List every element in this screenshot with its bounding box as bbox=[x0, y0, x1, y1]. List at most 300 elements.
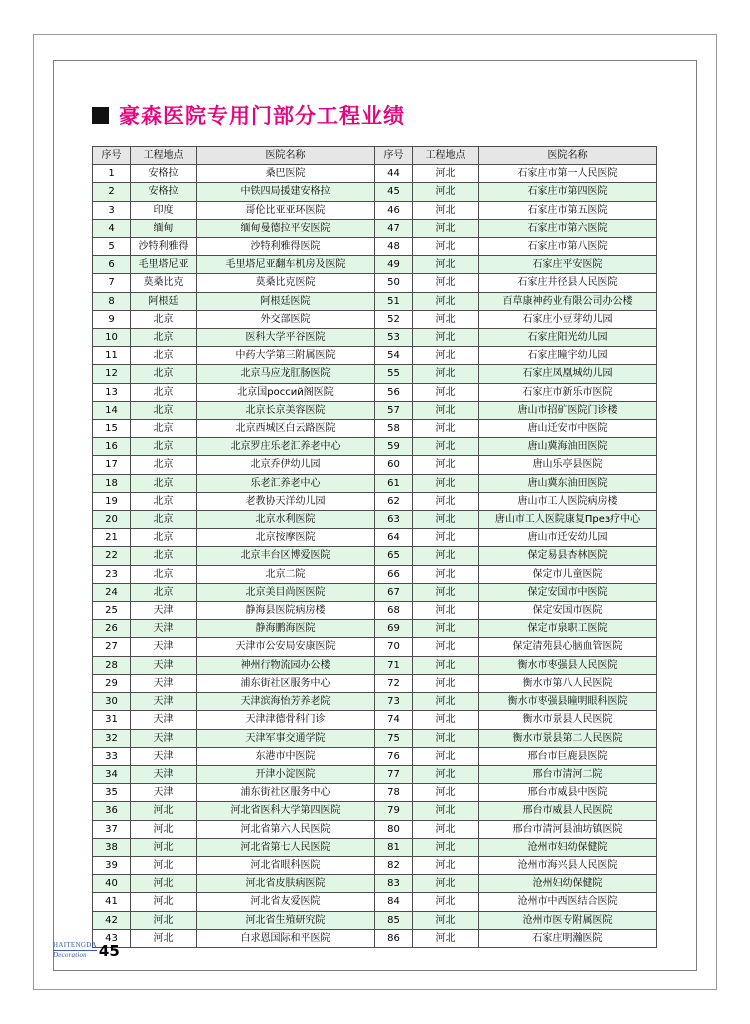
cell-hospital-right: 石家庄市第八医院 bbox=[479, 238, 657, 256]
table-row bbox=[93, 365, 657, 383]
cell-location-right: 河北 bbox=[413, 529, 479, 547]
cell-seq-left: 37 bbox=[93, 820, 131, 838]
cell-seq-right: 82 bbox=[375, 856, 413, 874]
cell-seq-right: 83 bbox=[375, 875, 413, 893]
table-row bbox=[93, 856, 657, 874]
table-row bbox=[93, 583, 657, 601]
cell-hospital-left: 北京马应龙肛肠医院 bbox=[197, 365, 375, 383]
cell-location-right: 河北 bbox=[413, 492, 479, 510]
cell-location-right: 河北 bbox=[413, 565, 479, 583]
cell-location-left: 河北 bbox=[131, 802, 197, 820]
cell-location-right: 河北 bbox=[413, 420, 479, 438]
cell-hospital-right: 石家庄瞳宇幼儿园 bbox=[479, 347, 657, 365]
cell-location-right: 河北 bbox=[413, 784, 479, 802]
table-row bbox=[93, 474, 657, 492]
cell-location-right: 河北 bbox=[413, 365, 479, 383]
cell-location-left: 天津 bbox=[131, 765, 197, 783]
cell-seq-left: 26 bbox=[93, 620, 131, 638]
cell-hospital-left: 浦东街社区服务中心 bbox=[197, 674, 375, 692]
table-row bbox=[93, 492, 657, 510]
cell-location-right: 河北 bbox=[413, 329, 479, 347]
cell-location-left: 北京 bbox=[131, 420, 197, 438]
cell-seq-left: 14 bbox=[93, 401, 131, 419]
cell-seq-right: 85 bbox=[375, 911, 413, 929]
cell-seq-left: 24 bbox=[93, 583, 131, 601]
cell-hospital-right: 衡水市枣强县人民医院 bbox=[479, 656, 657, 674]
table-row bbox=[93, 620, 657, 638]
cell-hospital-left: 北京美目尚医医院 bbox=[197, 583, 375, 601]
table-row bbox=[93, 438, 657, 456]
projects-table bbox=[92, 146, 657, 948]
cell-location-right: 河北 bbox=[413, 856, 479, 874]
cell-hospital-left: 天津津德骨科门诊 bbox=[197, 711, 375, 729]
company-logo-line1: HAITENGDA bbox=[53, 941, 97, 949]
cell-hospital-left: 北京二院 bbox=[197, 565, 375, 583]
cell-location-right: 河北 bbox=[413, 511, 479, 529]
cell-location-right: 河北 bbox=[413, 765, 479, 783]
cell-location-left: 北京 bbox=[131, 565, 197, 583]
cell-hospital-right: 唐山冀海油田医院 bbox=[479, 438, 657, 456]
cell-hospital-left: 天津军事交通学院 bbox=[197, 729, 375, 747]
table-row bbox=[93, 820, 657, 838]
table-row bbox=[93, 729, 657, 747]
table-row bbox=[93, 383, 657, 401]
cell-location-left: 天津 bbox=[131, 693, 197, 711]
cell-hospital-right: 石家庄阳光幼儿园 bbox=[479, 329, 657, 347]
cell-hospital-right: 衡水市枣强县瞳明眼科医院 bbox=[479, 693, 657, 711]
cell-seq-right: 69 bbox=[375, 620, 413, 638]
cell-seq-right: 75 bbox=[375, 729, 413, 747]
cell-location-left: 天津 bbox=[131, 620, 197, 638]
cell-hospital-right: 石家庄市第六医院 bbox=[479, 219, 657, 237]
table-row bbox=[93, 238, 657, 256]
cell-location-left: 北京 bbox=[131, 547, 197, 565]
cell-location-right: 河北 bbox=[413, 729, 479, 747]
cell-location-right: 河北 bbox=[413, 310, 479, 328]
cell-location-left: 北京 bbox=[131, 383, 197, 401]
cell-seq-right: 63 bbox=[375, 511, 413, 529]
cell-seq-left: 29 bbox=[93, 674, 131, 692]
cell-seq-left: 43 bbox=[93, 929, 131, 947]
cell-hospital-left: 北京乔伊幼儿园 bbox=[197, 456, 375, 474]
cell-hospital-right: 衡水市景县人民医院 bbox=[479, 711, 657, 729]
cell-hospital-left: 天津市公安局安康医院 bbox=[197, 638, 375, 656]
cell-seq-right: 59 bbox=[375, 438, 413, 456]
cell-hospital-right: 石家庄市新乐市医院 bbox=[479, 383, 657, 401]
cell-seq-left: 23 bbox=[93, 565, 131, 583]
cell-seq-left: 25 bbox=[93, 602, 131, 620]
cell-hospital-left: 中药大学第三附属医院 bbox=[197, 347, 375, 365]
cell-seq-right: 46 bbox=[375, 201, 413, 219]
cell-location-right: 河北 bbox=[413, 292, 479, 310]
cell-location-right: 河北 bbox=[413, 602, 479, 620]
cell-location-right: 河北 bbox=[413, 238, 479, 256]
cell-hospital-right: 石家庄市第四医院 bbox=[479, 183, 657, 201]
cell-hospital-right: 邢台市威县人民医院 bbox=[479, 802, 657, 820]
cell-seq-left: 34 bbox=[93, 765, 131, 783]
table-row bbox=[93, 401, 657, 419]
cell-location-left: 安格拉 bbox=[131, 165, 197, 183]
cell-seq-right: 61 bbox=[375, 474, 413, 492]
cell-hospital-right: 唐山市工人医院康复През疗中心 bbox=[479, 511, 657, 529]
cell-seq-left: 8 bbox=[93, 292, 131, 310]
cell-hospital-left: 北京按摩医院 bbox=[197, 529, 375, 547]
cell-hospital-left: 静海鹏海医院 bbox=[197, 620, 375, 638]
table-row bbox=[93, 165, 657, 183]
cell-hospital-right: 衡水市景县第二人民医院 bbox=[479, 729, 657, 747]
cell-seq-right: 45 bbox=[375, 183, 413, 201]
cell-seq-right: 77 bbox=[375, 765, 413, 783]
table-row bbox=[93, 674, 657, 692]
cell-seq-right: 64 bbox=[375, 529, 413, 547]
cell-location-left: 天津 bbox=[131, 729, 197, 747]
cell-seq-right: 74 bbox=[375, 711, 413, 729]
cell-hospital-left: 沙特利雅得医院 bbox=[197, 238, 375, 256]
table-row bbox=[93, 183, 657, 201]
cell-location-right: 河北 bbox=[413, 583, 479, 601]
table-row bbox=[93, 929, 657, 947]
cell-location-left: 天津 bbox=[131, 602, 197, 620]
cell-seq-right: 52 bbox=[375, 310, 413, 328]
cell-seq-right: 54 bbox=[375, 347, 413, 365]
cell-seq-right: 48 bbox=[375, 238, 413, 256]
cell-location-left: 北京 bbox=[131, 401, 197, 419]
cell-location-right: 河北 bbox=[413, 802, 479, 820]
cell-seq-left: 41 bbox=[93, 893, 131, 911]
cell-hospital-left: 河北省友爱医院 bbox=[197, 893, 375, 911]
table-row bbox=[93, 911, 657, 929]
table-row bbox=[93, 219, 657, 237]
table-row bbox=[93, 456, 657, 474]
cell-seq-left: 3 bbox=[93, 201, 131, 219]
cell-location-left: 安格拉 bbox=[131, 183, 197, 201]
table-row bbox=[93, 784, 657, 802]
cell-seq-left: 4 bbox=[93, 219, 131, 237]
cell-seq-right: 50 bbox=[375, 274, 413, 292]
cell-hospital-left: 开津小淀医院 bbox=[197, 765, 375, 783]
cell-hospital-right: 石家庄井径县人民医院 bbox=[479, 274, 657, 292]
cell-hospital-left: 河北省眼科医院 bbox=[197, 856, 375, 874]
cell-seq-left: 17 bbox=[93, 456, 131, 474]
cell-seq-left: 39 bbox=[93, 856, 131, 874]
cell-seq-left: 27 bbox=[93, 638, 131, 656]
cell-seq-left: 11 bbox=[93, 347, 131, 365]
cell-seq-right: 55 bbox=[375, 365, 413, 383]
cell-location-right: 河北 bbox=[413, 219, 479, 237]
cell-seq-left: 16 bbox=[93, 438, 131, 456]
cell-location-right: 河北 bbox=[413, 201, 479, 219]
table-row bbox=[93, 529, 657, 547]
cell-hospital-right: 石家庄平安医院 bbox=[479, 256, 657, 274]
cell-location-left: 天津 bbox=[131, 784, 197, 802]
cell-location-left: 天津 bbox=[131, 711, 197, 729]
cell-location-right: 河北 bbox=[413, 383, 479, 401]
company-logo bbox=[53, 941, 97, 959]
cell-hospital-left: 北京长京美容医院 bbox=[197, 401, 375, 419]
cell-seq-right: 65 bbox=[375, 547, 413, 565]
cell-hospital-left: 河北省医科大学第四医院 bbox=[197, 802, 375, 820]
col-header-seq-right: 序号 bbox=[375, 147, 413, 165]
cell-location-right: 河北 bbox=[413, 165, 479, 183]
cell-hospital-left: 北京国россий阁医院 bbox=[197, 383, 375, 401]
table-row bbox=[93, 802, 657, 820]
cell-hospital-left: 阿根廷医院 bbox=[197, 292, 375, 310]
cell-hospital-left: 河北省皮肤病医院 bbox=[197, 875, 375, 893]
cell-hospital-left: 外交部医院 bbox=[197, 310, 375, 328]
cell-hospital-right: 邢台市威县中医院 bbox=[479, 784, 657, 802]
table-row bbox=[93, 420, 657, 438]
cell-location-left: 毛里塔尼亚 bbox=[131, 256, 197, 274]
cell-location-right: 河北 bbox=[413, 875, 479, 893]
cell-hospital-right: 百草康神药业有限公司办公楼 bbox=[479, 292, 657, 310]
cell-location-left: 沙特利雅得 bbox=[131, 238, 197, 256]
cell-location-right: 河北 bbox=[413, 456, 479, 474]
cell-seq-right: 62 bbox=[375, 492, 413, 510]
cell-hospital-left: 浦东街社区服务中心 bbox=[197, 784, 375, 802]
cell-seq-right: 53 bbox=[375, 329, 413, 347]
table-row bbox=[93, 693, 657, 711]
cell-hospital-left: 北京西城区白云路医院 bbox=[197, 420, 375, 438]
cell-location-right: 河北 bbox=[413, 401, 479, 419]
cell-location-right: 河北 bbox=[413, 747, 479, 765]
cell-seq-left: 32 bbox=[93, 729, 131, 747]
cell-hospital-right: 石家庄凤凰城幼儿园 bbox=[479, 365, 657, 383]
cell-location-right: 河北 bbox=[413, 620, 479, 638]
table-row bbox=[93, 329, 657, 347]
cell-location-right: 河北 bbox=[413, 693, 479, 711]
col-header-hospital-right: 医院名称 bbox=[479, 147, 657, 165]
cell-seq-left: 36 bbox=[93, 802, 131, 820]
cell-seq-right: 57 bbox=[375, 401, 413, 419]
cell-location-left: 河北 bbox=[131, 875, 197, 893]
cell-seq-right: 56 bbox=[375, 383, 413, 401]
cell-seq-left: 10 bbox=[93, 329, 131, 347]
cell-seq-right: 73 bbox=[375, 693, 413, 711]
cell-location-left: 北京 bbox=[131, 310, 197, 328]
cell-location-left: 北京 bbox=[131, 583, 197, 601]
col-header-seq-left: 序号 bbox=[93, 147, 131, 165]
cell-location-right: 河北 bbox=[413, 274, 479, 292]
cell-seq-left: 6 bbox=[93, 256, 131, 274]
table-row bbox=[93, 274, 657, 292]
cell-location-left: 河北 bbox=[131, 838, 197, 856]
table-row bbox=[93, 711, 657, 729]
table-row bbox=[93, 893, 657, 911]
cell-hospital-left: 北京水利医院 bbox=[197, 511, 375, 529]
cell-location-left: 北京 bbox=[131, 529, 197, 547]
cell-seq-left: 7 bbox=[93, 274, 131, 292]
cell-seq-right: 49 bbox=[375, 256, 413, 274]
cell-seq-left: 21 bbox=[93, 529, 131, 547]
cell-hospital-left: 桑巴医院 bbox=[197, 165, 375, 183]
table-row bbox=[93, 310, 657, 328]
cell-location-left: 北京 bbox=[131, 347, 197, 365]
cell-hospital-left: 北京丰台区博爱医院 bbox=[197, 547, 375, 565]
table-row bbox=[93, 765, 657, 783]
cell-seq-left: 15 bbox=[93, 420, 131, 438]
table-row bbox=[93, 547, 657, 565]
cell-seq-right: 58 bbox=[375, 420, 413, 438]
cell-seq-left: 38 bbox=[93, 838, 131, 856]
cell-hospital-left: 东港市中医院 bbox=[197, 747, 375, 765]
cell-seq-right: 72 bbox=[375, 674, 413, 692]
table-row bbox=[93, 602, 657, 620]
cell-location-right: 河北 bbox=[413, 820, 479, 838]
cell-hospital-right: 保定市儿童医院 bbox=[479, 565, 657, 583]
table-row bbox=[93, 565, 657, 583]
cell-hospital-left: 河北省第七人民医院 bbox=[197, 838, 375, 856]
cell-seq-right: 76 bbox=[375, 747, 413, 765]
cell-location-left: 河北 bbox=[131, 929, 197, 947]
cell-seq-left: 20 bbox=[93, 511, 131, 529]
cell-location-left: 北京 bbox=[131, 474, 197, 492]
cell-hospital-right: 邢台市清河县油坊镇医院 bbox=[479, 820, 657, 838]
cell-seq-right: 47 bbox=[375, 219, 413, 237]
cell-location-right: 河北 bbox=[413, 929, 479, 947]
cell-hospital-right: 沧州妇幼保健院 bbox=[479, 875, 657, 893]
table-row bbox=[93, 875, 657, 893]
col-header-hospital-left: 医院名称 bbox=[197, 147, 375, 165]
cell-location-left: 缅甸 bbox=[131, 219, 197, 237]
cell-hospital-left: 中铁四局援建安格拉 bbox=[197, 183, 375, 201]
cell-seq-left: 35 bbox=[93, 784, 131, 802]
cell-seq-left: 31 bbox=[93, 711, 131, 729]
cell-hospital-left: 毛里塔尼亚翻车机房及医院 bbox=[197, 256, 375, 274]
cell-hospital-right: 邢台市清河二院 bbox=[479, 765, 657, 783]
cell-location-left: 天津 bbox=[131, 674, 197, 692]
cell-seq-left: 42 bbox=[93, 911, 131, 929]
cell-location-left: 莫桑比克 bbox=[131, 274, 197, 292]
cell-hospital-right: 保定市泉职工医院 bbox=[479, 620, 657, 638]
cell-seq-left: 22 bbox=[93, 547, 131, 565]
cell-hospital-left: 静海县医院病房楼 bbox=[197, 602, 375, 620]
cell-hospital-right: 唐山市工人医院病房楼 bbox=[479, 492, 657, 510]
cell-hospital-right: 沧州市海兴县人民医院 bbox=[479, 856, 657, 874]
cell-hospital-right: 石家庄小豆芽幼儿园 bbox=[479, 310, 657, 328]
cell-hospital-right: 唐山市迁安幼儿园 bbox=[479, 529, 657, 547]
table-row bbox=[93, 256, 657, 274]
cell-location-right: 河北 bbox=[413, 438, 479, 456]
cell-hospital-left: 白求恩国际和平医院 bbox=[197, 929, 375, 947]
cell-location-right: 河北 bbox=[413, 911, 479, 929]
cell-hospital-left: 医科大学平谷医院 bbox=[197, 329, 375, 347]
cell-location-left: 印度 bbox=[131, 201, 197, 219]
cell-location-right: 河北 bbox=[413, 183, 479, 201]
cell-seq-right: 86 bbox=[375, 929, 413, 947]
cell-seq-left: 40 bbox=[93, 875, 131, 893]
cell-hospital-left: 河北省生殖研究院 bbox=[197, 911, 375, 929]
col-header-location-left: 工程地点 bbox=[131, 147, 197, 165]
cell-location-right: 河北 bbox=[413, 347, 479, 365]
col-header-location-right: 工程地点 bbox=[413, 147, 479, 165]
cell-seq-left: 12 bbox=[93, 365, 131, 383]
cell-hospital-right: 唐山市招矿医院门诊楼 bbox=[479, 401, 657, 419]
cell-seq-right: 78 bbox=[375, 784, 413, 802]
cell-location-right: 河北 bbox=[413, 838, 479, 856]
cell-location-left: 河北 bbox=[131, 893, 197, 911]
cell-seq-right: 81 bbox=[375, 838, 413, 856]
cell-location-right: 河北 bbox=[413, 474, 479, 492]
company-logo-line2: Decoration bbox=[53, 951, 87, 959]
cell-hospital-right: 衡水市第八人民医院 bbox=[479, 674, 657, 692]
cell-location-left: 北京 bbox=[131, 511, 197, 529]
cell-hospital-right: 唐山迁安市中医院 bbox=[479, 420, 657, 438]
cell-seq-left: 19 bbox=[93, 492, 131, 510]
cell-hospital-right: 唐山乐亭县医院 bbox=[479, 456, 657, 474]
table-row bbox=[93, 656, 657, 674]
cell-hospital-right: 石家庄市第五医院 bbox=[479, 201, 657, 219]
cell-location-left: 天津 bbox=[131, 656, 197, 674]
cell-seq-right: 79 bbox=[375, 802, 413, 820]
table-row bbox=[93, 347, 657, 365]
cell-seq-left: 33 bbox=[93, 747, 131, 765]
table-row bbox=[93, 838, 657, 856]
cell-hospital-left: 缅甸曼德拉平安医院 bbox=[197, 219, 375, 237]
table-header-row bbox=[93, 147, 657, 165]
cell-location-left: 北京 bbox=[131, 329, 197, 347]
cell-location-right: 河北 bbox=[413, 256, 479, 274]
cell-seq-right: 80 bbox=[375, 820, 413, 838]
cell-location-left: 北京 bbox=[131, 492, 197, 510]
cell-seq-left: 13 bbox=[93, 383, 131, 401]
cell-seq-left: 5 bbox=[93, 238, 131, 256]
cell-hospital-right: 石家庄明瀚医院 bbox=[479, 929, 657, 947]
cell-location-right: 河北 bbox=[413, 893, 479, 911]
cell-location-right: 河北 bbox=[413, 547, 479, 565]
cell-hospital-right: 沧州市医专附属医院 bbox=[479, 911, 657, 929]
cell-location-left: 河北 bbox=[131, 856, 197, 874]
cell-location-right: 河北 bbox=[413, 656, 479, 674]
cell-seq-left: 1 bbox=[93, 165, 131, 183]
cell-seq-right: 51 bbox=[375, 292, 413, 310]
cell-seq-right: 84 bbox=[375, 893, 413, 911]
cell-seq-right: 60 bbox=[375, 456, 413, 474]
cell-hospital-right: 沧州市中西医结合医院 bbox=[479, 893, 657, 911]
cell-seq-right: 68 bbox=[375, 602, 413, 620]
cell-hospital-right: 石家庄市第一人民医院 bbox=[479, 165, 657, 183]
table-row bbox=[93, 747, 657, 765]
cell-hospital-left: 北京罗庄乐老汇养老中心 bbox=[197, 438, 375, 456]
cell-location-left: 河北 bbox=[131, 911, 197, 929]
cell-hospital-left: 老教协天洋幼儿园 bbox=[197, 492, 375, 510]
table-row bbox=[93, 638, 657, 656]
page-title bbox=[92, 100, 405, 130]
cell-seq-left: 2 bbox=[93, 183, 131, 201]
cell-seq-right: 71 bbox=[375, 656, 413, 674]
title-bullet-square bbox=[92, 107, 109, 124]
cell-seq-right: 66 bbox=[375, 565, 413, 583]
cell-hospital-right: 保定易县杏林医院 bbox=[479, 547, 657, 565]
table-body bbox=[93, 165, 657, 948]
cell-hospital-left: 天津滨海怡芳养老院 bbox=[197, 693, 375, 711]
cell-location-left: 天津 bbox=[131, 747, 197, 765]
table-row bbox=[93, 511, 657, 529]
cell-location-left: 北京 bbox=[131, 438, 197, 456]
page-footer bbox=[53, 941, 120, 959]
table-row bbox=[93, 292, 657, 310]
cell-hospital-right: 保定清苑县心脑血管医院 bbox=[479, 638, 657, 656]
cell-seq-left: 18 bbox=[93, 474, 131, 492]
cell-hospital-left: 神州行物流园办公楼 bbox=[197, 656, 375, 674]
cell-seq-left: 30 bbox=[93, 693, 131, 711]
cell-hospital-right: 保定安国市医院 bbox=[479, 602, 657, 620]
cell-location-right: 河北 bbox=[413, 711, 479, 729]
cell-location-left: 北京 bbox=[131, 365, 197, 383]
cell-location-left: 北京 bbox=[131, 456, 197, 474]
cell-hospital-left: 莫桑比克医院 bbox=[197, 274, 375, 292]
cell-location-left: 天津 bbox=[131, 638, 197, 656]
cell-seq-right: 70 bbox=[375, 638, 413, 656]
